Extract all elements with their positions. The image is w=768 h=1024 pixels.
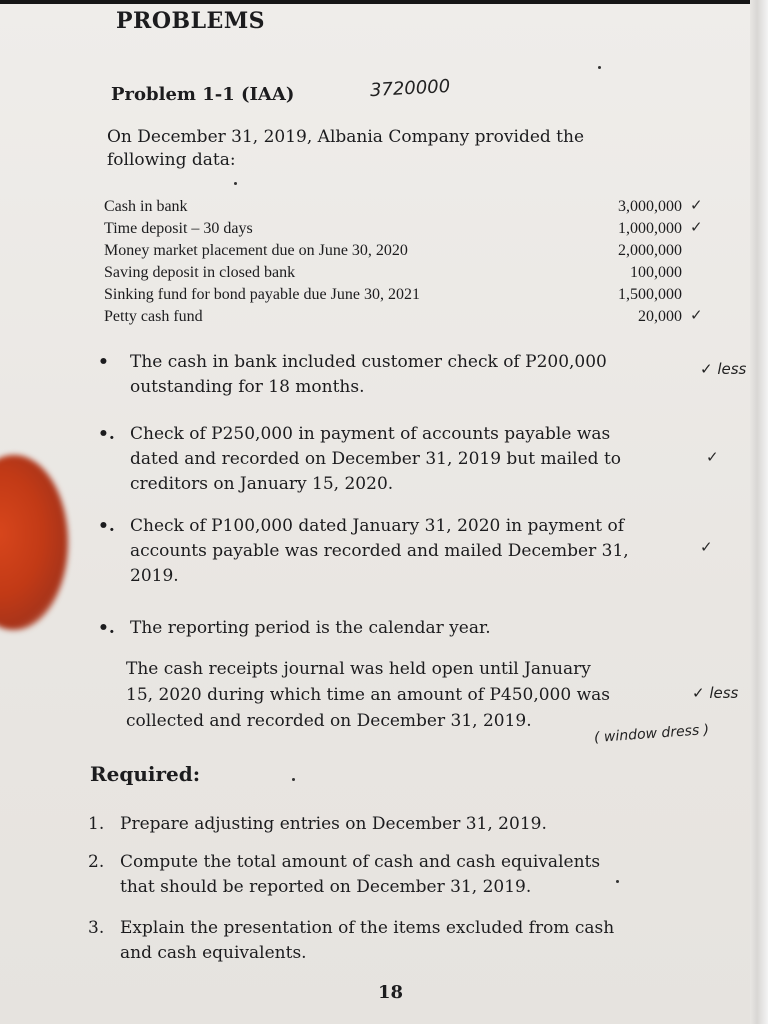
item-label: Sinking fund for bond payable due June 30, 2021 <box>104 286 420 303</box>
table-row <box>104 218 682 240</box>
annotation-less: ✓ less <box>700 360 747 378</box>
problem-title: Problem 1-1 (IAA) <box>111 84 295 105</box>
note-line: creditors on January 15, 2020. <box>130 474 394 494</box>
table-row <box>104 284 682 306</box>
item-label: Petty cash fund <box>104 308 203 325</box>
item-amount: 1,500,000 <box>618 286 682 303</box>
item-amount: 100,000 <box>630 264 682 281</box>
requirement-line: that should be reported on December 31, 2019. <box>120 877 532 897</box>
requirement-line: Explain the presentation of the items excluded from cash <box>120 918 615 938</box>
note-item <box>98 422 698 498</box>
requirement-item <box>88 812 698 838</box>
handwritten-total: 3720000 <box>369 75 451 102</box>
bullet-icon: •. <box>98 516 115 536</box>
check-mark-icon: ✓ <box>690 306 703 324</box>
required-heading: Required: <box>90 762 201 786</box>
note-line: Check of P250,000 in payment of accounts payable was <box>130 424 611 444</box>
table-row <box>104 306 682 328</box>
speck <box>616 880 619 883</box>
note-line: 2019. <box>130 566 179 586</box>
item-amount: 1,000,000 <box>618 220 682 237</box>
speck <box>292 778 295 781</box>
item-label: Saving deposit in closed bank <box>104 264 296 281</box>
annotation-window-dress: ( window dress ) <box>593 722 710 746</box>
paragraph-line: collected and recorded on December 31, 2019. <box>126 711 532 731</box>
data-table <box>104 196 682 328</box>
page-number: 18 <box>378 982 404 1003</box>
item-label: Cash in bank <box>104 198 188 215</box>
finger-blur <box>0 455 68 630</box>
check-mark-icon: ✓ <box>700 538 713 556</box>
page-edge <box>750 0 768 1024</box>
item-number: 1. <box>88 814 105 834</box>
requirement-line: and cash equivalents. <box>120 943 307 963</box>
bullet-icon: •. <box>98 424 115 444</box>
bullet-icon: •. <box>98 618 115 638</box>
item-amount: 2,000,000 <box>618 242 682 259</box>
speck <box>234 182 237 185</box>
top-edge <box>0 0 768 4</box>
table-row <box>104 240 682 262</box>
intro-line: following data: <box>107 150 236 170</box>
item-number: 2. <box>88 852 105 872</box>
check-mark-icon: ✓ <box>690 218 703 236</box>
item-number: 3. <box>88 918 105 938</box>
note-line: dated and recorded on December 31, 2019 but mailed to <box>130 449 622 469</box>
note-line: The reporting period is the calendar year. <box>130 618 491 638</box>
paragraph-line: 15, 2020 during which time an amount of P450,000 was <box>126 685 610 705</box>
requirement-item <box>88 916 698 968</box>
section-heading: PROBLEMS <box>116 8 266 34</box>
paragraph-line: The cash receipts journal was held open until January <box>126 659 591 679</box>
note-item <box>98 616 698 642</box>
note-item <box>98 514 698 590</box>
requirement-line: Prepare adjusting entries on December 31, 2019. <box>120 814 547 834</box>
intro-line: On December 31, 2019, Albania Company provided the <box>107 127 585 147</box>
note-line: Check of P100,000 dated January 31, 2020 in payment of <box>130 516 625 536</box>
bullet-icon: • <box>98 352 109 372</box>
receipts-paragraph <box>126 656 706 736</box>
table-row <box>104 196 682 218</box>
check-mark-icon: ✓ <box>706 448 719 466</box>
item-amount: 3,000,000 <box>618 198 682 215</box>
requirement-item <box>88 850 698 902</box>
requirement-line: Compute the total amount of cash and cash equivalents <box>120 852 601 872</box>
item-label: Time deposit – 30 days <box>104 220 253 237</box>
item-amount: 20,000 <box>638 308 682 325</box>
note-line: accounts payable was recorded and mailed December 31, <box>130 541 629 561</box>
table-row <box>104 262 682 284</box>
note-line: The cash in bank included customer check of P200,000 <box>130 352 607 372</box>
speck <box>598 66 601 69</box>
item-label: Money market placement due on June 30, 2020 <box>104 242 408 259</box>
note-line: outstanding for 18 months. <box>130 377 365 397</box>
annotation-less: ✓ less <box>692 684 739 702</box>
problem-intro <box>107 126 697 172</box>
check-mark-icon: ✓ <box>690 196 703 214</box>
note-item <box>98 350 698 402</box>
